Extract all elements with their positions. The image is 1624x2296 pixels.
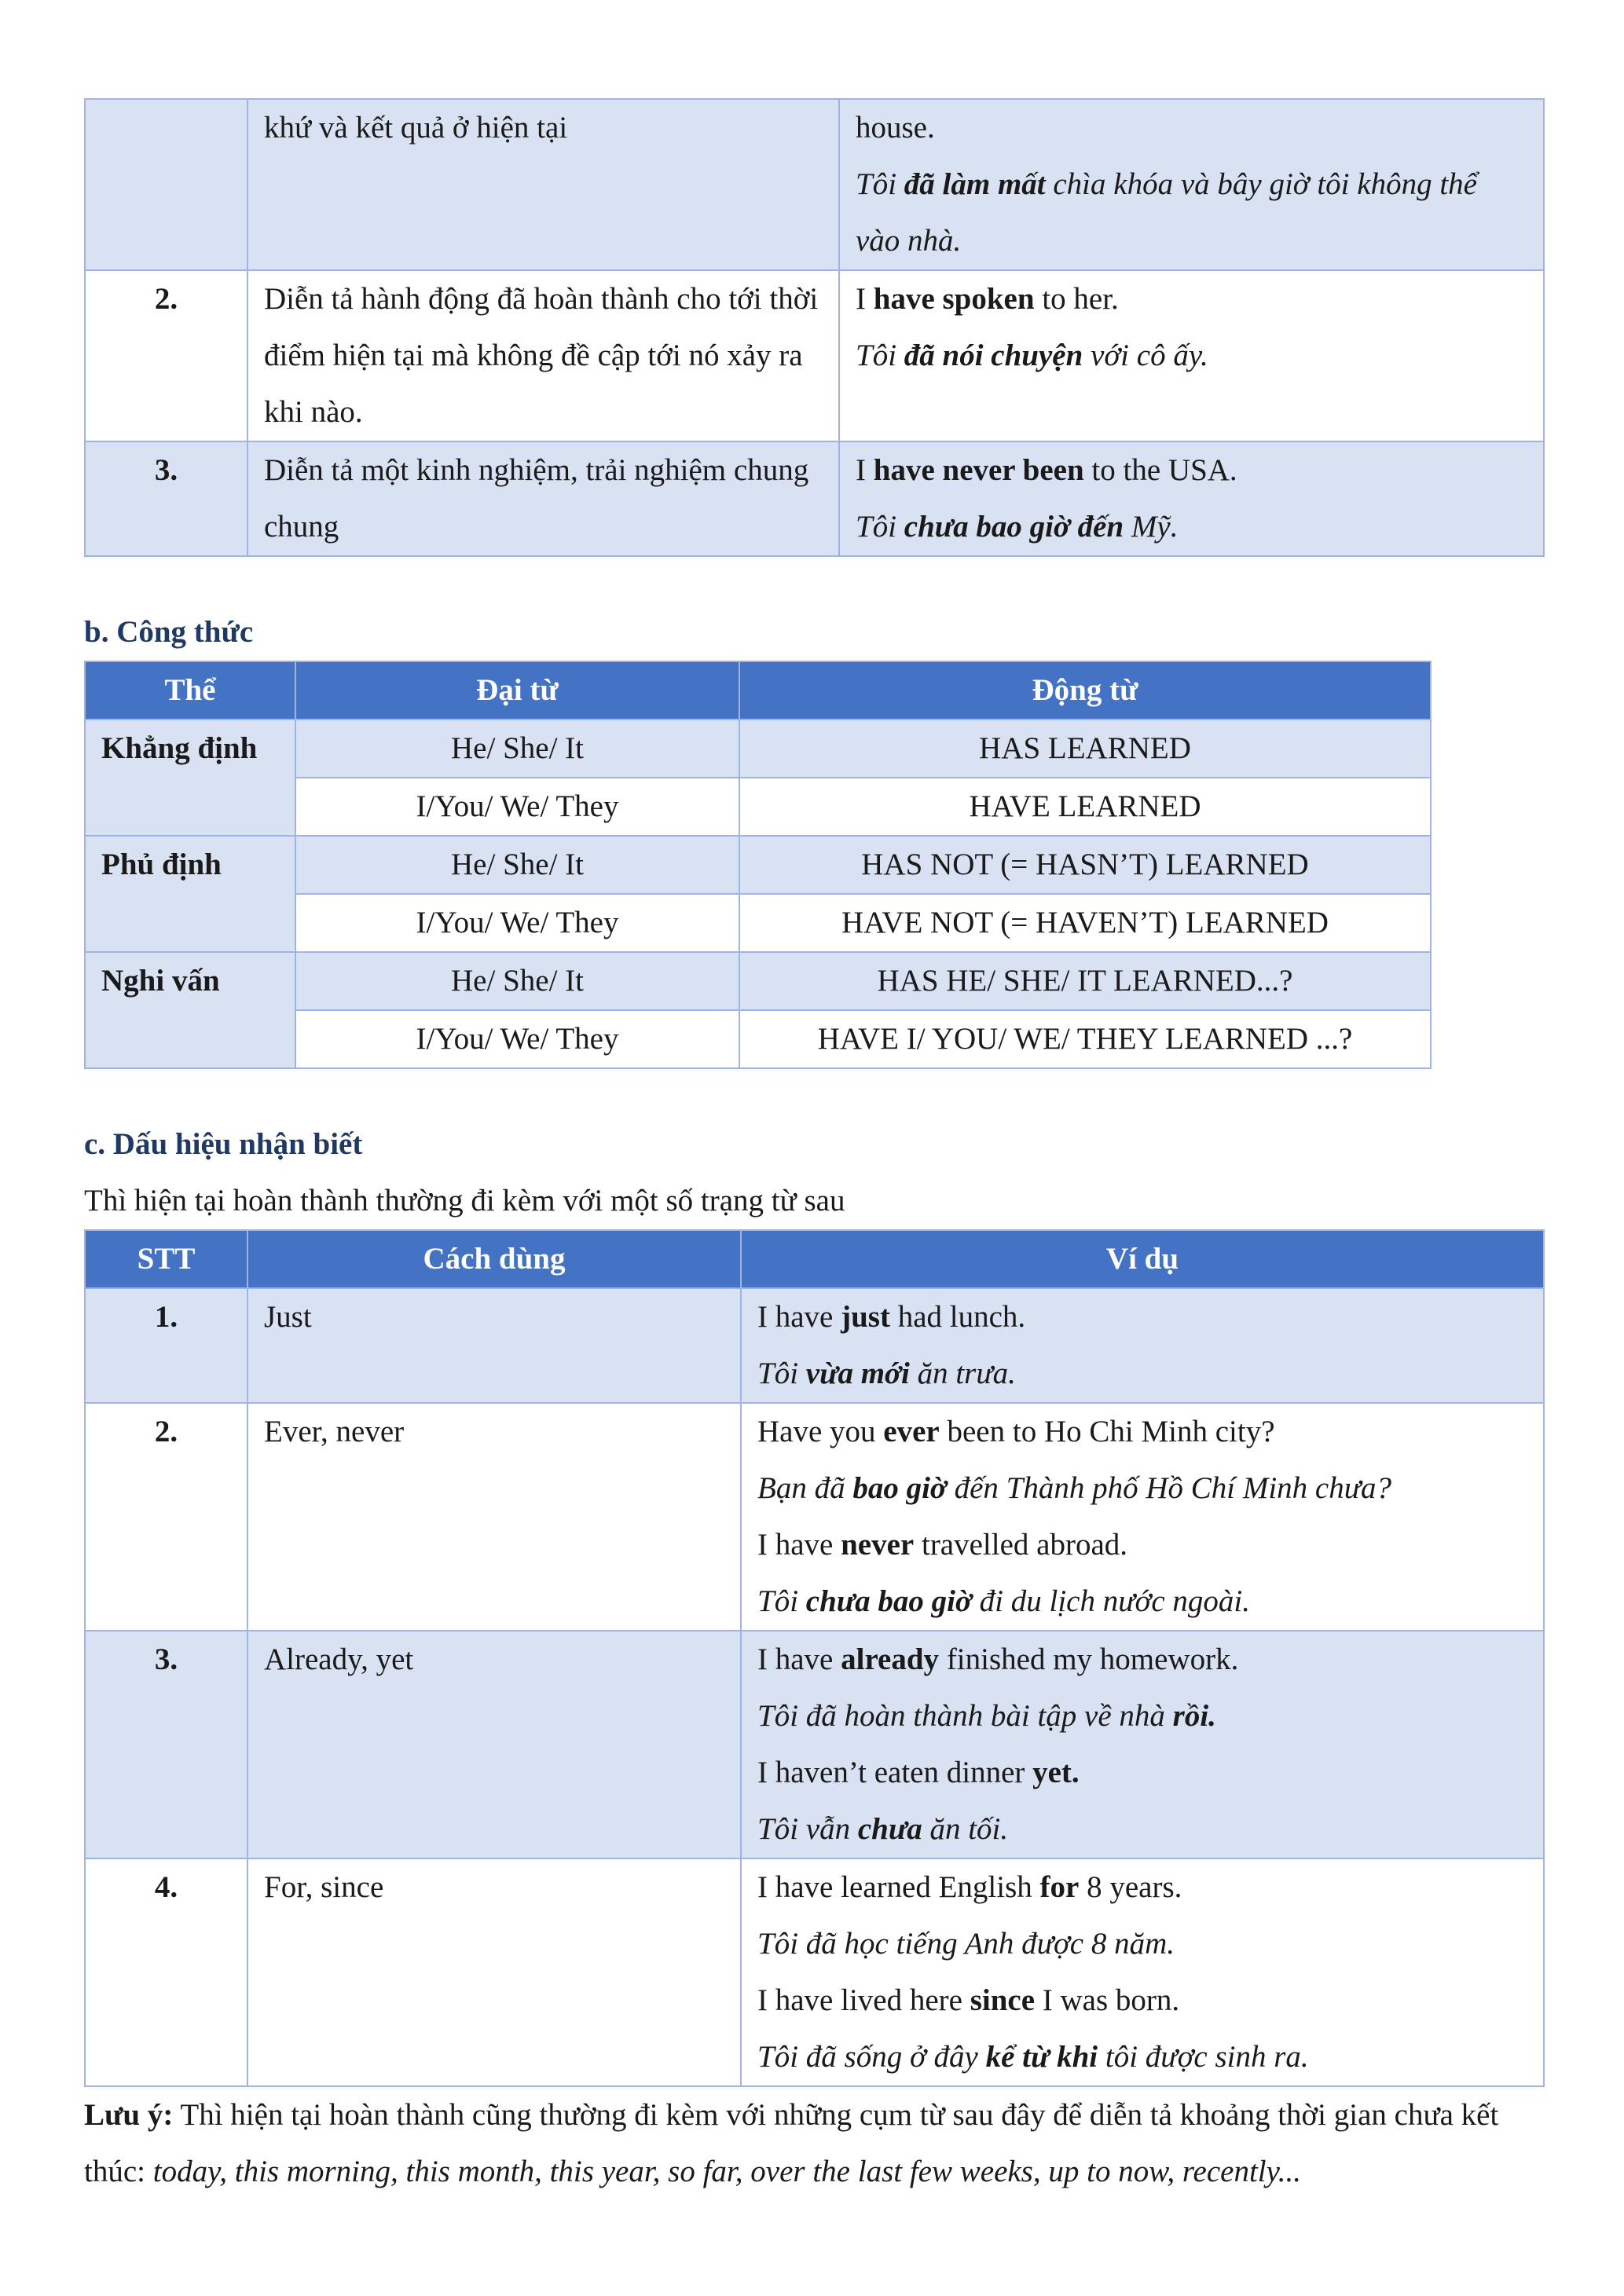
formula-verb: HAS HE/ SHE/ IT LEARNED...? [739, 952, 1431, 1010]
note-label: Lưu ý: [84, 2098, 174, 2132]
example-text: Tôi [757, 1584, 806, 1618]
usage-example [839, 441, 1544, 556]
usage-example [839, 99, 1544, 270]
usage-description: Diễn tả hành động đã hoàn thành cho tới thời điểm hiện tại mà không đề cập tới nó xảy ra khi nào. [247, 270, 839, 441]
example-text: đi du lịch nước ngoài. [971, 1584, 1250, 1618]
note-text: Thì hiện tại hoàn thành cũng thường đi kèm với những cụm từ sau đây để diễn tả khoảng thời gian chưa kết thúc: [84, 2098, 1499, 2188]
example-line [757, 1460, 1527, 1517]
example-line [856, 100, 1527, 156]
formula-row [85, 952, 1431, 1010]
example-text: tôi được sinh ra. [1098, 2040, 1309, 2074]
signs-header-usage: Cách dùng [247, 1230, 741, 1288]
example-text: 8 years. [1079, 1870, 1182, 1904]
formula-row [85, 720, 1431, 778]
example-text: have spoken [873, 282, 1035, 316]
example-text: chưa bao giờ đến [904, 510, 1124, 544]
example-text: I have [757, 1642, 841, 1676]
example-line [757, 1631, 1527, 1688]
example-text: been to Ho Chi Minh city? [939, 1415, 1275, 1448]
signs-usage: Ever, never [247, 1403, 741, 1631]
example-text: bao giờ [852, 1471, 947, 1505]
signs-row [85, 1858, 1544, 2086]
example-line [757, 1404, 1527, 1460]
example-text: to her. [1034, 282, 1119, 316]
formula-verb: HAS LEARNED [739, 720, 1431, 778]
example-text: đã nói chuyện [904, 339, 1083, 372]
formula-pronoun: He/ She/ It [295, 720, 739, 778]
formula-form-label: Nghi vấn [85, 952, 295, 1068]
example-text: vào nhà. [856, 224, 962, 258]
usage-example [839, 270, 1544, 441]
usage-row [85, 99, 1544, 270]
example-line [856, 271, 1527, 328]
formula-verb: HAVE I/ YOU/ WE/ THEY LEARNED ...? [739, 1010, 1431, 1068]
example-text: rồi. [1172, 1699, 1216, 1733]
example-text: đã làm mất [904, 167, 1046, 201]
formula-header-row [85, 661, 1431, 720]
formula-pronoun: I/You/ We/ They [295, 1010, 739, 1068]
usage-number: 3. [85, 441, 247, 556]
example-line [757, 1346, 1527, 1402]
example-text: to the USA. [1083, 453, 1237, 487]
signs-row [85, 1288, 1544, 1403]
signs-number: 2. [85, 1403, 247, 1631]
example-text: have never been [873, 453, 1084, 487]
example-line [856, 213, 1527, 269]
example-text: đến Thành phố Hồ Chí Minh chưa? [946, 1471, 1392, 1505]
example-text: Tôi [856, 510, 904, 544]
signs-example [741, 1403, 1544, 1631]
formula-table [84, 661, 1432, 1069]
example-text: for [1039, 1870, 1080, 1904]
example-line [757, 1745, 1527, 1801]
example-text: Have you [757, 1415, 884, 1448]
formula-pronoun: He/ She/ It [295, 952, 739, 1010]
signs-number: 1. [85, 1288, 247, 1403]
example-text: finished my homework. [939, 1642, 1239, 1676]
example-text: never [841, 1528, 915, 1562]
example-text: chưa bao giờ [805, 1584, 972, 1618]
example-line [757, 1289, 1527, 1346]
example-text: just [841, 1300, 890, 1334]
example-text: với cô ấy. [1083, 339, 1208, 372]
example-text: Tôi [856, 339, 904, 372]
example-text: I have learned English [757, 1870, 1040, 1904]
section-c-intro: Thì hiện tại hoàn thành thường đi kèm với một số trạng từ sau [84, 1184, 845, 1218]
example-line [757, 1859, 1527, 1916]
example-text: Tôi đã học tiếng Anh được 8 năm. [757, 1927, 1175, 1961]
signs-usage: Already, yet [247, 1631, 741, 1858]
example-text: chìa khóa và bây giờ tôi không thể [1045, 167, 1477, 201]
example-text: Bạn đã [757, 1471, 853, 1505]
signs-header-example: Ví dụ [741, 1230, 1544, 1288]
formula-form-label: Khẳng định [85, 720, 295, 836]
usage-table [84, 98, 1545, 557]
section-b-title: b. Công thức [84, 615, 254, 649]
signs-usage: Just [247, 1288, 741, 1403]
example-text: had lunch. [889, 1300, 1026, 1334]
signs-header-row [85, 1230, 1544, 1288]
example-line [757, 1801, 1527, 1858]
formula-verb: HAVE NOT (= HAVEN’T) LEARNED [739, 894, 1431, 952]
example-text: I [856, 282, 874, 316]
example-line [856, 442, 1527, 499]
example-text: Tôi [757, 1357, 806, 1390]
example-line [856, 328, 1527, 384]
signs-table [84, 1229, 1545, 2087]
usage-row [85, 270, 1544, 441]
formula-header-form: Thể [85, 661, 295, 720]
formula-header-pronoun: Đại từ [295, 661, 739, 720]
signs-example [741, 1631, 1544, 1858]
example-text: Tôi vẫn [757, 1812, 858, 1846]
example-text: Tôi đã hoàn thành bài tập về nhà [757, 1699, 1173, 1733]
example-line [856, 499, 1527, 555]
example-text: house. [856, 111, 935, 145]
formula-pronoun: He/ She/ It [295, 836, 739, 894]
example-line [757, 2029, 1527, 2085]
example-text: vừa mới [805, 1357, 910, 1390]
example-line [856, 156, 1527, 213]
usage-row [85, 441, 1544, 556]
example-text: ever [883, 1415, 940, 1448]
usage-description: Diễn tả một kinh nghiệm, trải nghiệm chung chung [247, 441, 839, 556]
example-text: ăn trưa. [909, 1357, 1016, 1390]
formula-pronoun: I/You/ We/ They [295, 894, 739, 952]
signs-row [85, 1403, 1544, 1631]
signs-example [741, 1288, 1544, 1403]
example-text: Tôi [856, 167, 904, 201]
section-c-title: c. Dấu hiệu nhận biết [84, 1127, 363, 1161]
example-text: ăn tối. [922, 1812, 1009, 1846]
signs-header-stt: STT [85, 1230, 247, 1288]
example-line [757, 1517, 1527, 1573]
signs-usage: For, since [247, 1858, 741, 2086]
formula-verb: HAS NOT (= HASN’T) LEARNED [739, 836, 1431, 894]
example-text: I haven’t eaten dinner [757, 1756, 1033, 1789]
signs-row [85, 1631, 1544, 1858]
usage-number: 2. [85, 270, 247, 441]
signs-number: 3. [85, 1631, 247, 1858]
usage-number [85, 99, 247, 270]
example-text: already [841, 1642, 940, 1676]
example-text: yet. [1032, 1756, 1080, 1789]
example-text: I have [757, 1300, 841, 1334]
usage-description: khứ và kết quả ở hiện tại [247, 99, 839, 270]
example-text: I have [757, 1528, 841, 1562]
example-line [757, 1688, 1527, 1745]
formula-pronoun: I/You/ We/ They [295, 778, 739, 836]
note-phrases: today, this morning, this month, this year, so far, over the last few weeks, up to now, recently... [152, 2155, 1302, 2188]
example-text: kể từ khi [985, 2040, 1098, 2074]
signs-example [741, 1858, 1544, 2086]
document-page [84, 98, 1545, 2200]
example-text: I was born. [1035, 1983, 1180, 2017]
example-text: travelled abroad. [914, 1528, 1128, 1562]
formula-header-verb: Động từ [739, 661, 1431, 720]
example-text: I [856, 453, 874, 487]
formula-row [85, 836, 1431, 894]
example-line [757, 1972, 1527, 2029]
signs-number: 4. [85, 1858, 247, 2086]
example-text: chưa [857, 1812, 922, 1846]
example-text: I have lived here [757, 1983, 970, 2017]
example-text: Tôi đã sống ở đây [757, 2040, 986, 2074]
formula-form-label: Phủ định [85, 836, 295, 952]
example-text: Mỹ. [1124, 510, 1179, 544]
example-text: since [970, 1983, 1036, 2017]
formula-verb: HAVE LEARNED [739, 778, 1431, 836]
note-paragraph [84, 2087, 1545, 2200]
example-line [757, 1573, 1527, 1630]
example-line [757, 1916, 1527, 1972]
